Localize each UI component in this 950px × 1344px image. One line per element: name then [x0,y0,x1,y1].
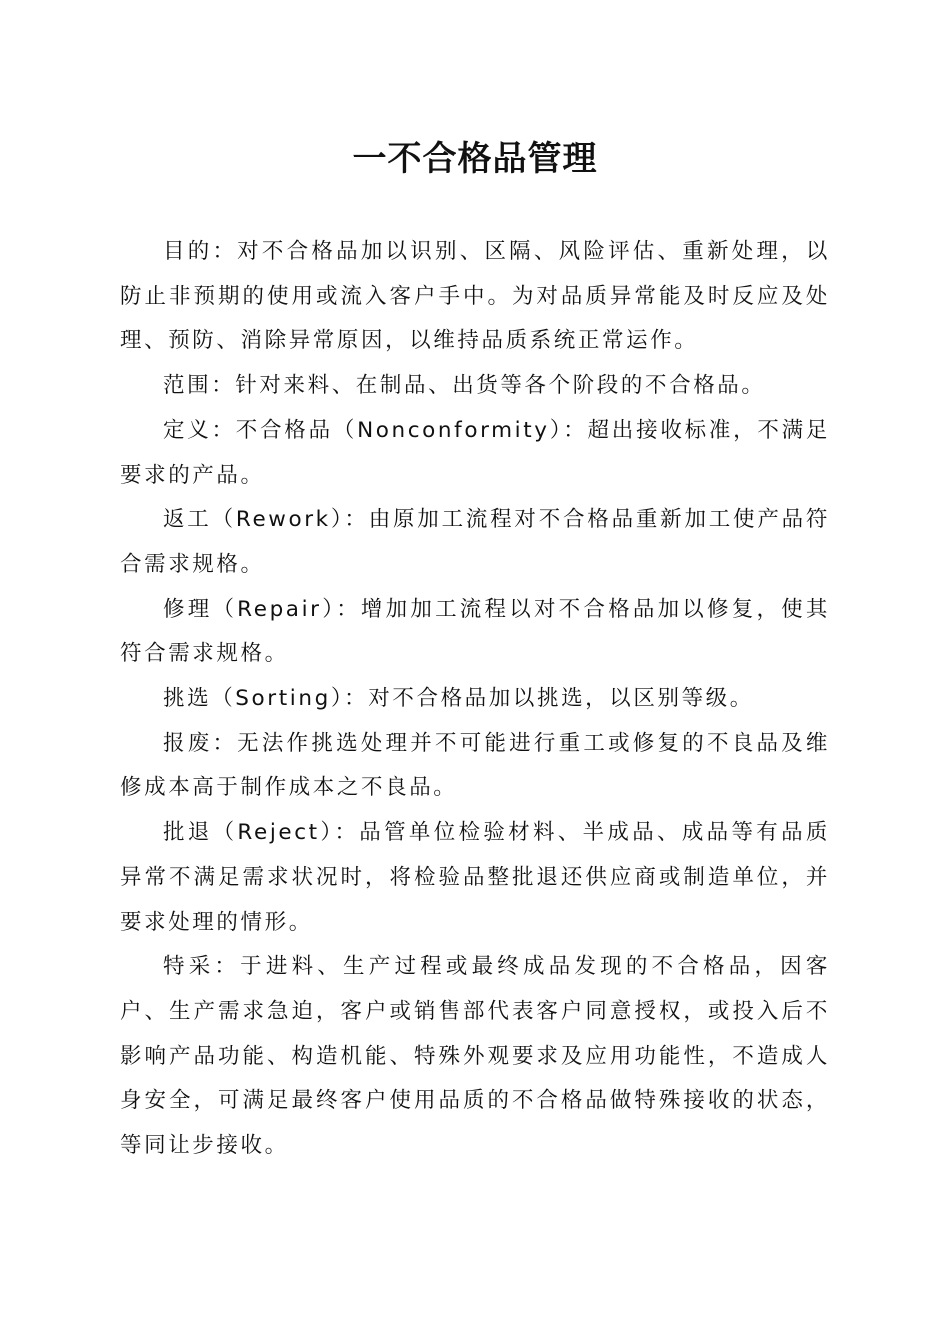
paragraph-scope: 范围：针对来料、在制品、出货等各个阶段的不合格品。 [163,373,766,399]
paragraph-definition-scrap: 报废：无法作挑选处理并不可能进行重工或修复的不良品及维修成本高于制作成本之不良品。 [120,730,830,801]
paragraph-definition-concession: 特采：于进料、生产过程或最终成品发现的不合格品，因客户、生产需求急迫，客户或销售部代表客户同意授权，或投入后不影响产品功能、构造机能、特殊外观要求及应用功能性，不造成人身安全，可满足最终客户使用品质的不合格品做特殊接收的状态，等同让步接收。 [120,954,830,1159]
paragraph-definition-repair: 修理（Repair）：增加加工流程以对不合格品加以修复，使其符合需求规格。 [120,596,830,667]
document-title: 一不合格品管理 [352,139,598,179]
paragraph-definition-reject: 批退（Reject）：品管单位检验材料、半成品、成品等有品质异常不满足需求状况时，将检验品整批退还供应商或制造单位，并要求处理的情形。 [120,820,830,935]
paragraph-definition-nonconformity: 定义：不合格品（Nonconformity）：超出接收标准，不满足要求的产品。 [120,417,830,488]
paragraph-definition-sorting: 挑选（Sorting）：对不合格品加以挑选，以区别等级。 [163,686,754,712]
document-body [120,230,830,1169]
paragraph-purpose: 目的：对不合格品加以识别、区隔、风险评估、重新处理，以防止非预期的使用或流入客户手中。为对品质异常能及时反应及处理、预防、消除异常原因，以维持品质系统正常运作。 [120,239,830,354]
paragraph-definition-rework: 返工（Rework）：由原加工流程对不合格品重新加工使产品符合需求规格。 [120,507,830,577]
